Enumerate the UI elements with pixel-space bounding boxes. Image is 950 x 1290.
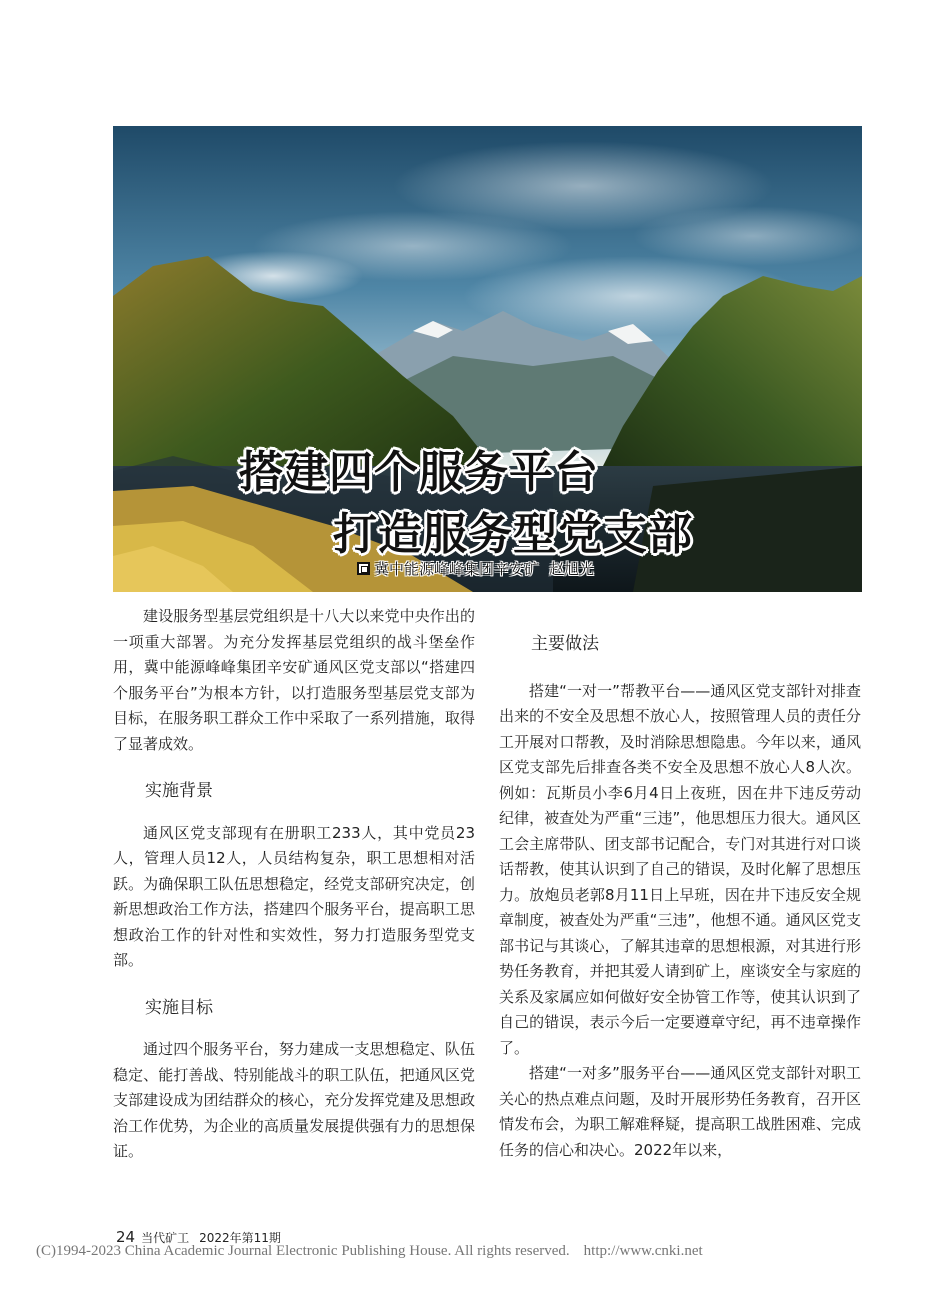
byline-author: 赵旭光: [549, 560, 595, 578]
hero-image: [113, 126, 862, 592]
page-number: 24: [116, 1228, 136, 1246]
background-paragraph: 通风区党支部现有在册职工233人，其中党员23人，管理人员12人，人员结构复杂，职工思想相对活跃。为确保职工队伍思想稳定，经党支部研究决定，创新思想政治工作方法，搭建四个服务平台，提高职工思想政治工作的针对性和实效性，努力打造服务型党支部。: [113, 823, 475, 969]
copyright-text: (C)1994-2023 China Academic Journal Electronic Publishing House. All rights reserved.: [36, 1243, 570, 1259]
byline-organization: 冀中能源峰峰集团辛安矿: [374, 560, 540, 578]
methods-paragraph-2: 搭建“一对多”服务平台——通风区党支部针对职工关心的热点难点问题，及时开展形势任务教育，召开区情发布会，为职工解难释疑，提高职工战胜困难、完成任务的信心和决心。2022年以来，: [499, 1064, 861, 1159]
section-heading-methods: 主要做法: [531, 634, 599, 654]
cnki-url: http://www.cnki.net: [583, 1243, 703, 1259]
byline: [357, 558, 594, 579]
intro-paragraph: 建设服务型基层党组织是十八大以来党中央作出的一项重大部署。为充分发挥基层党组织的战斗堡垒作用，冀中能源峰峰集团辛安矿通风区党支部以“搭建四个服务平台”为根本方针，以打造服务型基层党支部为目标，在服务职工群众工作中采取了一系列措施，取得了显著成效。: [113, 607, 475, 753]
section-heading-goal: 实施目标: [145, 997, 213, 1018]
article-title-line-2: 打造服务型党支部: [333, 509, 693, 560]
right-column: [499, 632, 861, 1163]
journal-name: 当代矿工: [141, 1231, 190, 1245]
section-heading-background: 实施背景: [145, 781, 213, 801]
goal-paragraph: 通过四个服务平台，努力建成一支思想稳定、队伍稳定、能打善战、特别能战斗的职工队伍，把通风区党支部建设成为团结群众的核心，充分发挥党建及思想政治工作优势，为企业的高质量发展提供强有力的思想保证。: [113, 1040, 475, 1160]
copyright-notice: [36, 1243, 703, 1260]
left-column: [113, 604, 475, 1165]
square-bullet-icon: [357, 562, 370, 575]
journal-issue: 2022年第11期: [199, 1231, 281, 1245]
methods-paragraph-1: 搭建“一对一”帮教平台——通风区党支部针对排查出来的不安全及思想不放心人，按照管理人员的责任分工开展对口帮教，及时消除思想隐患。今年以来，通风区党支部先后排查各类不安全及思想不放心人8人次。例如：瓦斯员小李6月4日上夜班，因在井下违反劳动纪律，被查处为严重“三违”，他思想压力很大。通风区工会主席带队、团支部书记配合，专门对其进行对口谈话帮教，使其认识到了自己的错误，及时化解了思想压力。放炮员老郭8月11日上早班，因在井下违反安全规章制度，被查处为严重“三违”，他想不通。通风区党支部书记与其谈心，了解其违章的思想根源，对其进行形势任务教育，并把其爱人请到矿上，座谈安全与家庭的关系及家属应如何做好安全协管工作等，使其认识到了自己的错误，表示今后一定要遵章守纪，再不违章操作了。: [499, 681, 861, 1057]
article-title-line-1: 搭建四个服务平台: [239, 447, 599, 498]
